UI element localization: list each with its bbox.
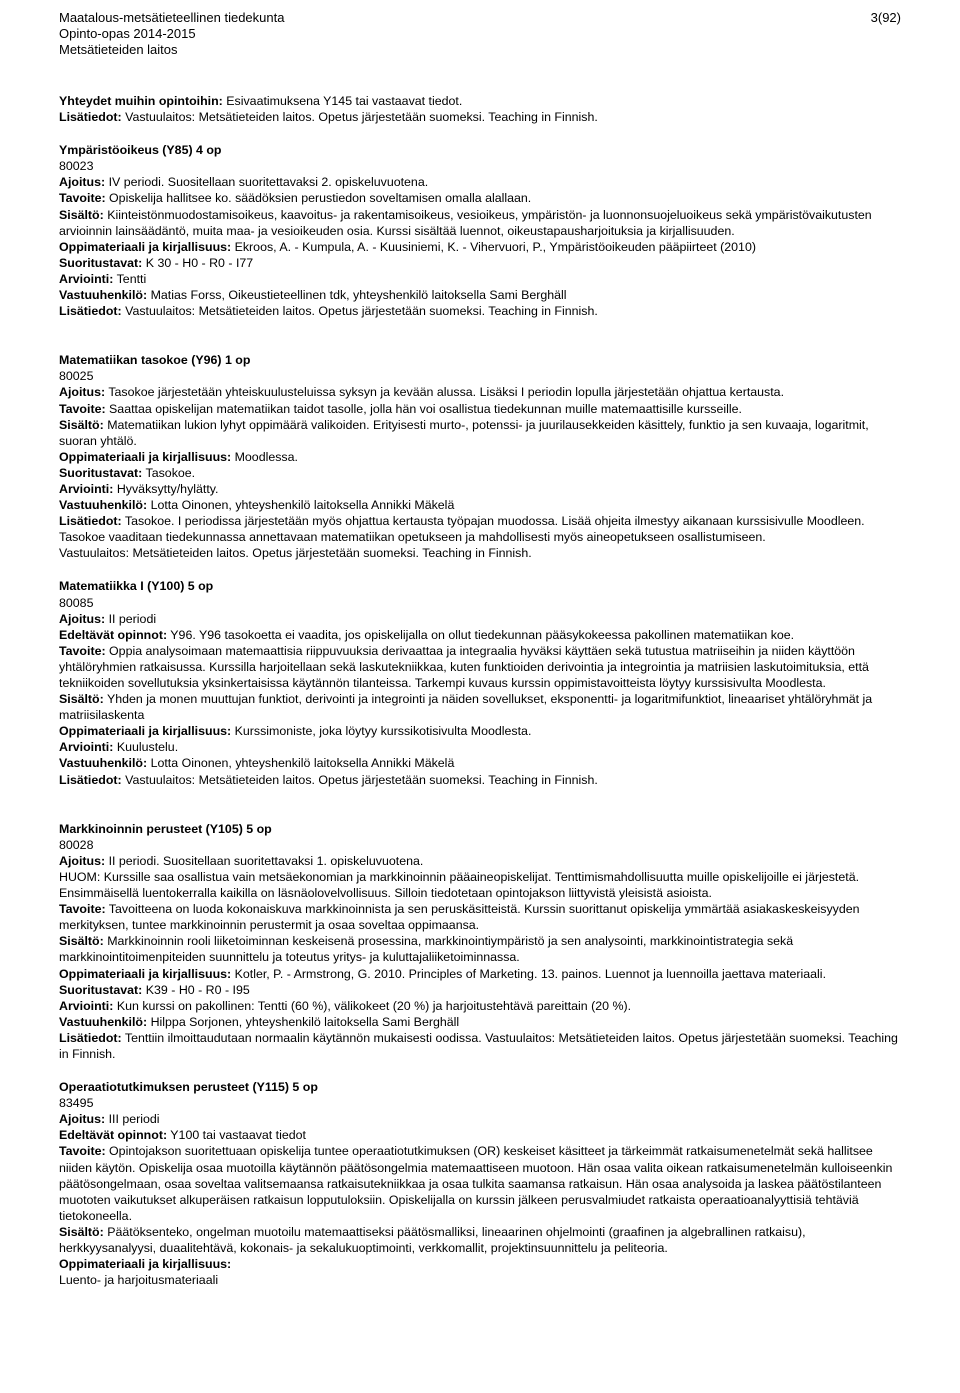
page-number: 3(92) bbox=[870, 10, 901, 25]
course-goal: Tavoite: Tavoitteena on luoda kokonaiskuva markkinoinnista ja sen peruskäsitteistä. Kurssin suorittanut opiskelija ymmärtää asiakaskeskeisyyden merkityksen, tuntee markkinoinnin perustermit ja osaa soveltaa oppimaansa. bbox=[59, 902, 860, 933]
course-materials: Oppimateriaali ja kirjallisuus: Ekroos, A. - Kumpula, A. - Kuusiniemi, K. - Vihervuori, P., Ympäristöoikeuden pääpiirteet (2010) bbox=[59, 239, 756, 254]
course-assessment: Arviointi: Tentti bbox=[59, 271, 147, 286]
course-y85 bbox=[59, 142, 905, 319]
course-content: Sisältö: Päätöksenteko, ongelman muotoilu matemaattiseksi päätösmalliksi, lineaarinen ohjelmointi (graafinen ja algebrallinen ratkaisu), herkkyysanalyysi, duaalitehtävä, kokonais- ja sekalukuoptimointi, verkkomallit, projektinsuunnittelu ja peliteoria. bbox=[59, 1224, 806, 1255]
course-content: Sisältö: Yhden ja monen muuttujan funktiot, derivointi ja integrointi ja näiden sovellukset, eksponentti- ja logaritmifunktiot, lineaariset yhtälöryhmät ja matriisilaskenta bbox=[59, 692, 873, 723]
course-responsible-dept: Vastuulaitos: Metsätieteiden laitos. Opetus järjestetään suomeksi. Teaching in Finnish. bbox=[59, 546, 532, 561]
course-contact: Vastuuhenkilö: Hilppa Sorjonen, yhteyshenkilö laitoksella Sami Berghäll bbox=[59, 1014, 460, 1029]
course-title: Markkinoinnin perusteet (Y105) 5 op bbox=[59, 821, 272, 836]
course-goal: Tavoite: Saattaa opiskelijan matematiikan taidot tasolle, jolla hän voi osallistua tiedekunnan muille matemaattisille kursseille. bbox=[59, 401, 742, 416]
course-code: 80023 bbox=[59, 159, 94, 174]
course-title: Matematiikan tasokoe (Y96) 1 op bbox=[59, 353, 251, 368]
study-guide-title: Opinto-opas 2014-2015 bbox=[59, 26, 196, 41]
course-completion: Suoritustavat: K39 - H0 - R0 - I95 bbox=[59, 982, 250, 997]
course-completion: Suoritustavat: Tasokoe. bbox=[59, 465, 196, 480]
course-completion: Suoritustavat: K 30 - H0 - R0 - I77 bbox=[59, 255, 254, 270]
faculty-name: Maatalous-metsätieteellinen tiedekunta bbox=[59, 10, 285, 25]
course-code: 80025 bbox=[59, 369, 94, 384]
course-assessment: Arviointi: Kuulustelu. bbox=[59, 740, 179, 755]
course-code: 80085 bbox=[59, 595, 94, 610]
course-title: Matematiikka I (Y100) 5 op bbox=[59, 579, 214, 594]
course-materials: Luento- ja harjoitusmateriaali bbox=[59, 1273, 219, 1288]
document-body bbox=[59, 93, 905, 1288]
course-contact: Vastuuhenkilö: Matias Forss, Oikeustieteellinen tdk, yhteyshenkilö laitoksella Sami Berghäll bbox=[59, 288, 567, 303]
page-header bbox=[59, 10, 901, 58]
course-prerequisites: Edeltävät opinnot: Y96. Y96 tasokoetta ei vaadita, jos opiskelijalla on ollut tiedekunnan pääsykokeessa pakollinen matematiikan koe. bbox=[59, 627, 795, 642]
course-timing: Ajoitus: IV periodi. Suositellaan suoritettavaksi 2. opiskeluvuotena. bbox=[59, 175, 429, 190]
course-timing: Ajoitus: II periodi. Suositellaan suoritettavaksi 1. opiskeluvuotena. bbox=[59, 853, 424, 868]
course-code: 83495 bbox=[59, 1096, 94, 1111]
course-materials-label: Oppimateriaali ja kirjallisuus: bbox=[59, 1257, 232, 1272]
course-y96 bbox=[59, 352, 905, 561]
department-name: Metsätieteiden laitos bbox=[59, 42, 178, 57]
course-materials: Oppimateriaali ja kirjallisuus: Kurssimoniste, joka löytyy kurssikotisivulta Moodlesta. bbox=[59, 724, 532, 739]
course-title: Operaatiotutkimuksen perusteet (Y115) 5 op bbox=[59, 1080, 318, 1095]
course-timing: Ajoitus: Tasokoe järjestetään yhteiskuulusteluissa syksyn ja kevään alussa. Lisäksi I periodin lopulla järjestetään ohjattua kertausta. bbox=[59, 385, 785, 400]
course-additional-info: Lisätiedot: Vastuulaitos: Metsätieteiden laitos. Opetus järjestetään suomeksi. Teaching in Finnish. bbox=[59, 772, 598, 787]
course-y100 bbox=[59, 578, 905, 787]
course-code: 80028 bbox=[59, 837, 94, 852]
course-additional-info: Lisätiedot: Tasokoe. I periodissa järjestetään myös ohjattua kertausta työpajan muodossa. Lisää ohjeita ilmestyy aikanaan kurssisivulle Moodleen. bbox=[59, 514, 865, 529]
course-materials: Oppimateriaali ja kirjallisuus: Moodlessa. bbox=[59, 449, 298, 464]
course-assessment: Arviointi: Kun kurssi on pakollinen: Tentti (60 %), välikokeet (20 %) ja harjoitustehtävä pareittain (20 %). bbox=[59, 998, 632, 1013]
course-y105 bbox=[59, 821, 905, 1062]
course-contact: Vastuuhenkilö: Lotta Oinonen, yhteyshenkilö laitoksella Annikki Mäkelä bbox=[59, 756, 455, 771]
course-goal: Tavoite: Opintojakson suoritettuaan opiskelija tuntee operaatiotutkimuksen (OR) keskeiset käsitteet ja tärkeimmät ratkaisumenetelmät sekä hallitsee niiden käytön. Opiskelija osaa muotoilla käytännön päätösongelmia matemaattiseen muotoon. Hän osaa valita oikean ratkaisumenetelmän kulloiseenkin päätösongelmaan, osaa soveltaa valitsemaansa ratkaisutekniikkaa ja osaa tulkita saamansa ratkaisun. Hän osaa analysoida ja laskea päätöstilanteen muototen vaikutukset alkuperäisen ratkaisun lopputuloksiin. Opiskelijalla on kurssin jälkeen perusvalmiudet ratkaista operaatioanalyyttisiä tehtäviä tietokoneella. bbox=[59, 1144, 893, 1223]
course-contact: Vastuuhenkilö: Lotta Oinonen, yhteyshenkilö laitoksella Annikki Mäkelä bbox=[59, 498, 455, 513]
course-timing: Ajoitus: II periodi bbox=[59, 611, 157, 626]
course-additional-info: Lisätiedot: Vastuulaitos: Metsätieteiden laitos. Opetus järjestetään suomeksi. Teaching in Finnish. bbox=[59, 304, 598, 319]
course-y115 bbox=[59, 1079, 905, 1288]
course-note: Tasokoe vaaditaan tiedekunnassa annettavaan matematiikan opetukseen ja mahdollisesti myös aineopetukseen osallistumiseen. bbox=[59, 530, 766, 545]
course-assessment: Arviointi: Hyväksytty/hylätty. bbox=[59, 481, 219, 496]
course-content: Sisältö: Matematiikan lukion lyhyt oppimäärä valikoiden. Erityisesti murto-, potenssi- ja juurilausekkeiden käsittely, funktio ja sen kuvaaja, logaritmit, suoran yhtälö. bbox=[59, 417, 869, 448]
course-goal: Tavoite: Opiskelija hallitsee ko. säädöksien perustiedon soveltamisen omalla alallaan. bbox=[59, 191, 532, 206]
course-content: Sisältö: Kiinteistönmuodostamisoikeus, kaavoitus- ja rakentamisoikeus, vesioikeus, ympäristön- ja luonnonsuojeluoikeus sekä ympäristövaikutusten arvioinnin lainsäädäntö, muita maa- ja vesioikeuden osia. Kurssi sisältää luennot, oikeustapausharjoituksia ja kirjallisuuden. bbox=[59, 207, 872, 238]
course-notice: HUOM: Kurssille saa osallistua vain metsäekonomian ja markkinoinnin pääaineopiskelijat. Tenttimismahdollisuutta muille opiskelijoille ei järjestetä. Ensimmäisellä luentokerralla kaikilla on läsnäolovelvollisuus. Silloin tiedotetaan opintojakson liittyvistä yleisistä asioista. bbox=[59, 869, 860, 901]
course-goal: Tavoite: Oppia analysoimaan matemaattisia riippuvuuksia derivaattaa ja integraalia hyväksi käyttäen sekä tutustua matriiseihin ja niiden käyttöön yhtälöryhmien ratkaisussa. Kurssilla harjoitellaan sekä laskutekniikkaa, kuten funktioiden derivointia ja integrointia ja matriisien laskutoimituksia, että tekniikoiden sovellutuksia yksinkertaisissa käytännön tilanteissa. Tarkempi kuvaus kurssin oppimistavoitteista löytyy kurssisivulta Moodlesta. bbox=[59, 643, 869, 690]
course-title: Ympäristöoikeus (Y85) 4 op bbox=[59, 143, 222, 158]
prerequisite-connections: Yhteydet muihin opintoihin: Esivaatimuksena Y145 tai vastaavat tiedot. bbox=[59, 94, 463, 108]
additional-info: Lisätiedot: Vastuulaitos: Metsätieteiden laitos. Opetus järjestetään suomeksi. Teaching in Finnish. bbox=[59, 110, 598, 125]
course-timing: Ajoitus: III periodi bbox=[59, 1112, 160, 1127]
course-prerequisites: Edeltävät opinnot: Y100 tai vastaavat tiedot bbox=[59, 1128, 306, 1143]
course-additional-info: Lisätiedot: Tenttiin ilmoittaudutaan normaalin käytännön mukaisesti oodissa. Vastuulaitos: Metsätieteiden laitos. Opetus järjestetään suomeksi. Teaching in Finnish. bbox=[59, 1030, 898, 1061]
course-content: Sisältö: Markkinoinnin rooli liiketoiminnan keskeisenä prosessina, markkinointiympäristö ja sen analysointi, markkinointistrategia sekä markkinointitoimenpiteiden suunnittelu ja toteutus yritys- ja kuluttajaliiketoiminnassa. bbox=[59, 934, 794, 965]
course-materials: Oppimateriaali ja kirjallisuus: Kotler, P. - Armstrong, G. 2010. Principles of Marketing. 13. painos. Luennot ja luennoilla jaettava materiaali. bbox=[59, 966, 827, 981]
